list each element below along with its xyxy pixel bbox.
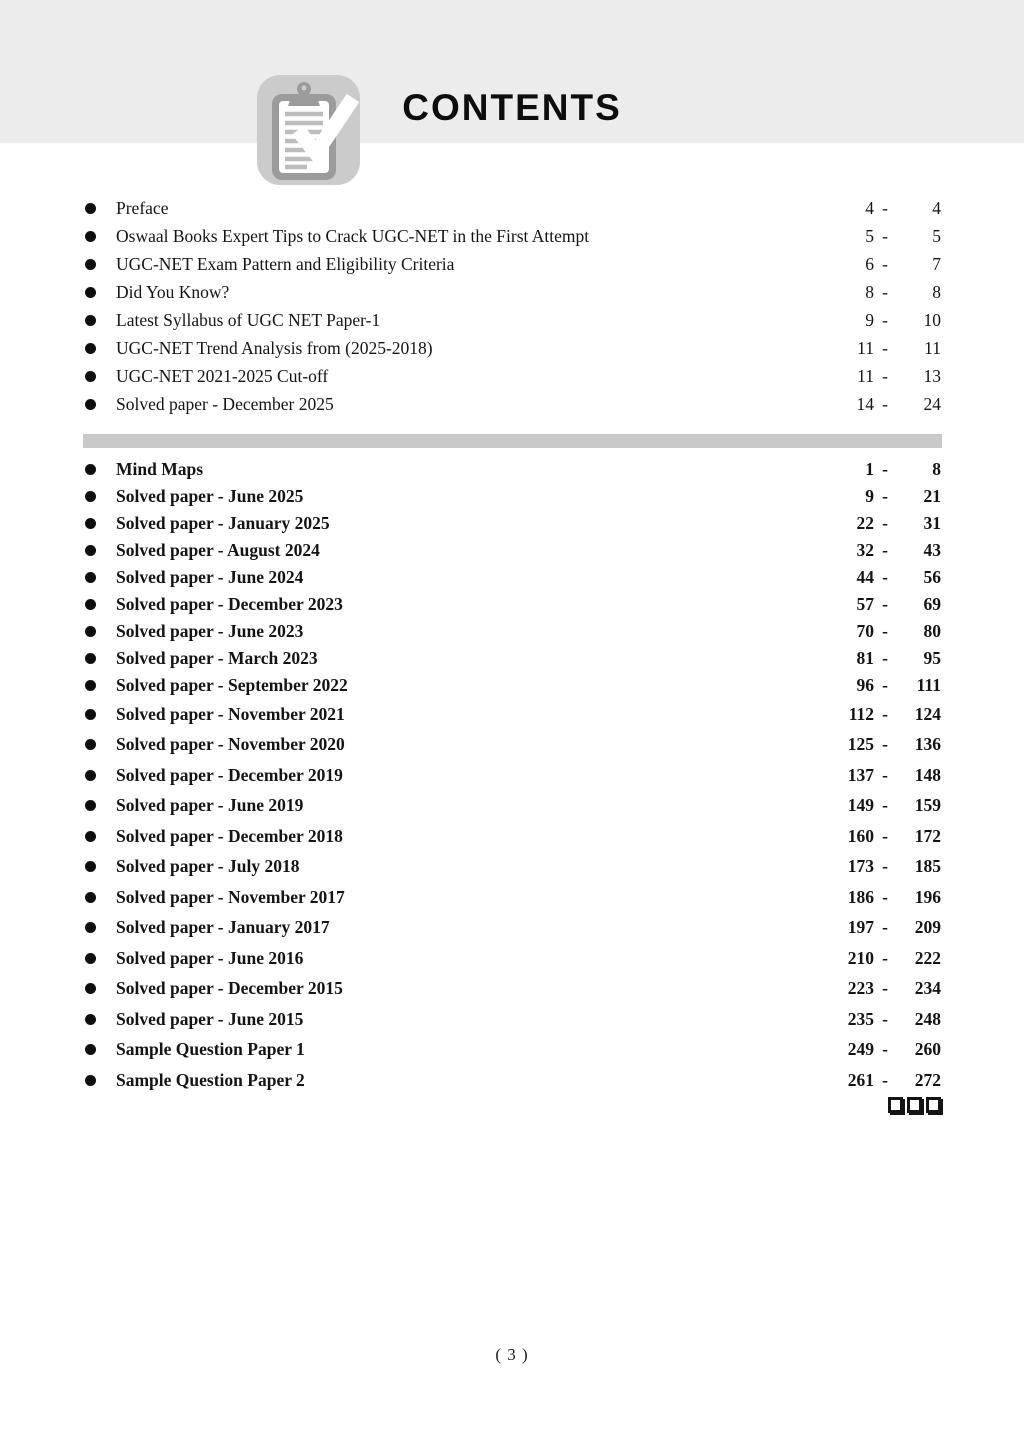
toc-item-label: Solved paper - January 2025 xyxy=(116,513,330,533)
bullet-icon xyxy=(85,259,96,270)
page-title: CONTENTS xyxy=(402,87,622,128)
toc-item-label: Solved paper - June 2024 xyxy=(116,567,304,587)
page-to: 185 xyxy=(914,856,941,877)
toc-row xyxy=(85,194,941,222)
page-from: 57 xyxy=(856,594,874,614)
toc-row xyxy=(85,362,941,390)
page-range-dash: - xyxy=(882,1069,888,1090)
toc-row xyxy=(85,250,941,278)
toc-row xyxy=(85,730,941,761)
page-from: 44 xyxy=(856,567,874,587)
page-range-dash: - xyxy=(882,197,888,218)
bullet-icon xyxy=(85,464,96,475)
end-marks xyxy=(85,1097,941,1119)
toc-item-label: Solved paper - December 2023 xyxy=(116,594,343,614)
toc-row xyxy=(85,564,941,591)
end-square-icon xyxy=(907,1097,922,1113)
toc-row xyxy=(85,852,941,883)
page-from: 70 xyxy=(856,621,874,641)
page-from: 112 xyxy=(848,703,874,724)
toc-row xyxy=(85,791,941,822)
bullet-icon xyxy=(85,800,96,811)
toc-row xyxy=(85,591,941,618)
page-range-dash: - xyxy=(882,621,888,641)
toc-item-label: Sample Question Paper 1 xyxy=(116,1039,305,1060)
page-range-dash: - xyxy=(882,917,888,938)
page-from: 197 xyxy=(847,917,874,938)
page-range-dash: - xyxy=(882,978,888,999)
page-from: 6 xyxy=(865,253,874,274)
bullet-icon xyxy=(85,739,96,750)
toc-row xyxy=(85,1065,941,1096)
front-matter-section xyxy=(85,194,941,418)
page-from: 261 xyxy=(847,1069,874,1090)
page-to: 21 xyxy=(923,486,941,506)
page-to: 11 xyxy=(924,337,941,358)
toc-item-label: Solved paper - November 2017 xyxy=(116,886,345,907)
bullet-icon xyxy=(85,343,96,354)
toc-row xyxy=(85,456,941,483)
toc-item-label: Oswaal Books Expert Tips to Crack UGC-NET in the First Attempt xyxy=(116,225,590,246)
page-range-dash: - xyxy=(882,309,888,330)
toc-item-label: Solved paper - December 2018 xyxy=(116,825,343,846)
page-from: 223 xyxy=(847,978,874,999)
toc-item-label: Solved paper - June 2016 xyxy=(116,947,304,968)
page-range-dash: - xyxy=(882,795,888,816)
toc-item-label: Solved paper - August 2024 xyxy=(116,540,320,560)
toc-item-label: Mind Maps xyxy=(116,459,204,479)
page-to: 272 xyxy=(914,1069,941,1090)
toc-row xyxy=(85,1004,941,1035)
bullet-icon xyxy=(85,1044,96,1055)
bullet-icon xyxy=(85,203,96,214)
bullet-icon xyxy=(85,922,96,933)
page-from: 11 xyxy=(857,337,874,358)
bullet-icon xyxy=(85,518,96,529)
page-to: 111 xyxy=(916,675,941,695)
page-from: 125 xyxy=(847,734,874,755)
bullet-icon xyxy=(85,1014,96,1025)
bullet-icon xyxy=(85,831,96,842)
bullet-icon xyxy=(85,709,96,720)
toc-row xyxy=(85,1035,941,1066)
page-to: 24 xyxy=(923,393,941,414)
toc-item-label: Solved paper - December 2025 xyxy=(116,393,334,414)
page-to: 222 xyxy=(914,947,941,968)
page-to: 124 xyxy=(914,703,941,724)
toc-row xyxy=(85,943,941,974)
bullet-icon xyxy=(85,371,96,382)
section-divider xyxy=(83,434,942,448)
toc-row xyxy=(85,278,941,306)
bullet-icon xyxy=(85,770,96,781)
toc-row xyxy=(85,882,941,913)
toc-item-label: Solved paper - December 2015 xyxy=(116,978,343,999)
toc-item-label: Solved paper - November 2020 xyxy=(116,734,345,755)
page-to: 136 xyxy=(914,734,941,755)
page-range-dash: - xyxy=(882,281,888,302)
main-contents-section xyxy=(85,456,941,1096)
page-to: 148 xyxy=(914,764,941,785)
bullet-icon xyxy=(85,399,96,410)
page-range-dash: - xyxy=(882,764,888,785)
page-to: 196 xyxy=(914,886,941,907)
page-range-dash: - xyxy=(882,648,888,668)
toc-item-label: UGC-NET 2021-2025 Cut-off xyxy=(116,365,329,386)
page-from: 249 xyxy=(847,1039,874,1060)
page-to: 56 xyxy=(923,567,941,587)
page-to: 95 xyxy=(923,648,941,668)
page-to: 31 xyxy=(923,513,941,533)
page-from: 173 xyxy=(847,856,874,877)
bullet-icon xyxy=(85,983,96,994)
toc-row xyxy=(85,306,941,334)
toc-item-label: Solved paper - September 2022 xyxy=(116,675,348,695)
page-number: ( 3 ) xyxy=(495,1345,529,1364)
bullet-icon xyxy=(85,680,96,691)
toc-row xyxy=(85,699,941,730)
page-from: 9 xyxy=(865,309,874,330)
page-from: 160 xyxy=(847,825,874,846)
page-to: 10 xyxy=(923,309,941,330)
page-from: 14 xyxy=(856,393,874,414)
page-range-dash: - xyxy=(882,486,888,506)
toc-row xyxy=(85,537,941,564)
toc-item-label: UGC-NET Trend Analysis from (2025-2018) xyxy=(116,337,433,358)
page-range-dash: - xyxy=(882,886,888,907)
bullet-icon xyxy=(85,231,96,242)
bullet-icon xyxy=(85,653,96,664)
toc-item-label: Preface xyxy=(116,197,169,218)
toc-item-label: Solved paper - November 2021 xyxy=(116,703,345,724)
page-to: 248 xyxy=(914,1008,941,1029)
bullet-icon xyxy=(85,1075,96,1086)
bullet-icon xyxy=(85,315,96,326)
page-to: 4 xyxy=(932,197,941,218)
page-range-dash: - xyxy=(882,459,888,479)
page-from: 32 xyxy=(856,540,874,560)
toc-item-label: Solved paper - June 2015 xyxy=(116,1008,304,1029)
page-to: 234 xyxy=(914,978,941,999)
page-range-dash: - xyxy=(882,253,888,274)
toc-row xyxy=(85,913,941,944)
page-to: 159 xyxy=(914,795,941,816)
toc-item-label: Did You Know? xyxy=(116,281,230,302)
page-to: 13 xyxy=(923,365,941,386)
page-range-dash: - xyxy=(882,1039,888,1060)
page-from: 11 xyxy=(857,365,874,386)
toc-row xyxy=(85,974,941,1005)
toc-row xyxy=(85,390,941,418)
toc-row xyxy=(85,760,941,791)
page-range-dash: - xyxy=(882,856,888,877)
page-range-dash: - xyxy=(882,393,888,414)
toc-item-label: Solved paper - January 2017 xyxy=(116,917,330,938)
page-to: 172 xyxy=(914,825,941,846)
page-from: 96 xyxy=(856,675,874,695)
page-range-dash: - xyxy=(882,947,888,968)
page-from: 22 xyxy=(856,513,874,533)
toc-row xyxy=(85,510,941,537)
toc-row xyxy=(85,672,941,699)
page-to: 7 xyxy=(932,253,941,274)
page-from: 235 xyxy=(847,1008,874,1029)
bullet-icon xyxy=(85,599,96,610)
bullet-icon xyxy=(85,287,96,298)
bullet-icon xyxy=(85,572,96,583)
page-range-dash: - xyxy=(882,365,888,386)
page-range-dash: - xyxy=(882,540,888,560)
page-from: 186 xyxy=(847,886,874,907)
page-range-dash: - xyxy=(882,567,888,587)
bullet-icon xyxy=(85,491,96,502)
toc-row xyxy=(85,618,941,645)
page-to: 80 xyxy=(923,621,941,641)
page-from: 210 xyxy=(847,947,874,968)
page-to: 43 xyxy=(923,540,941,560)
page-from: 8 xyxy=(865,281,874,302)
toc-row xyxy=(85,222,941,250)
toc-row xyxy=(85,645,941,672)
toc-item-label: Solved paper - June 2023 xyxy=(116,621,304,641)
page-from: 1 xyxy=(865,459,874,479)
page-range-dash: - xyxy=(882,703,888,724)
page-range-dash: - xyxy=(882,675,888,695)
page-range-dash: - xyxy=(882,337,888,358)
bullet-icon xyxy=(85,953,96,964)
bullet-icon xyxy=(85,545,96,556)
page-to: 69 xyxy=(923,594,941,614)
page-range-dash: - xyxy=(882,825,888,846)
page-range-dash: - xyxy=(882,225,888,246)
page-from: 5 xyxy=(865,225,874,246)
page-from: 9 xyxy=(865,486,874,506)
page-to: 5 xyxy=(932,225,941,246)
toc-item-label: Latest Syllabus of UGC NET Paper-1 xyxy=(116,309,381,330)
toc-item-label: Solved paper - June 2019 xyxy=(116,795,304,816)
page-to: 260 xyxy=(914,1039,941,1060)
toc-row xyxy=(85,334,941,362)
bullet-icon xyxy=(85,892,96,903)
toc-row xyxy=(85,483,941,510)
toc-item-label: Solved paper - June 2025 xyxy=(116,486,304,506)
toc-item-label: Solved paper - December 2019 xyxy=(116,764,343,785)
toc-item-label: Sample Question Paper 2 xyxy=(116,1069,305,1090)
page-to: 8 xyxy=(932,459,941,479)
page-from: 81 xyxy=(856,648,874,668)
page-range-dash: - xyxy=(882,594,888,614)
page-to: 209 xyxy=(914,917,941,938)
toc-row xyxy=(85,821,941,852)
page-to: 8 xyxy=(932,281,941,302)
page-from: 149 xyxy=(847,795,874,816)
page-from: 137 xyxy=(847,764,874,785)
toc-item-label: Solved paper - July 2018 xyxy=(116,856,300,877)
bullet-icon xyxy=(85,861,96,872)
toc-item-label: Solved paper - March 2023 xyxy=(116,648,318,668)
end-square-icon xyxy=(926,1097,941,1113)
page-range-dash: - xyxy=(882,1008,888,1029)
toc-item-label: UGC-NET Exam Pattern and Eligibility Criteria xyxy=(116,253,455,274)
page-from: 4 xyxy=(865,197,874,218)
page-range-dash: - xyxy=(882,734,888,755)
end-square-icon xyxy=(888,1097,903,1113)
bullet-icon xyxy=(85,626,96,637)
page-range-dash: - xyxy=(882,513,888,533)
